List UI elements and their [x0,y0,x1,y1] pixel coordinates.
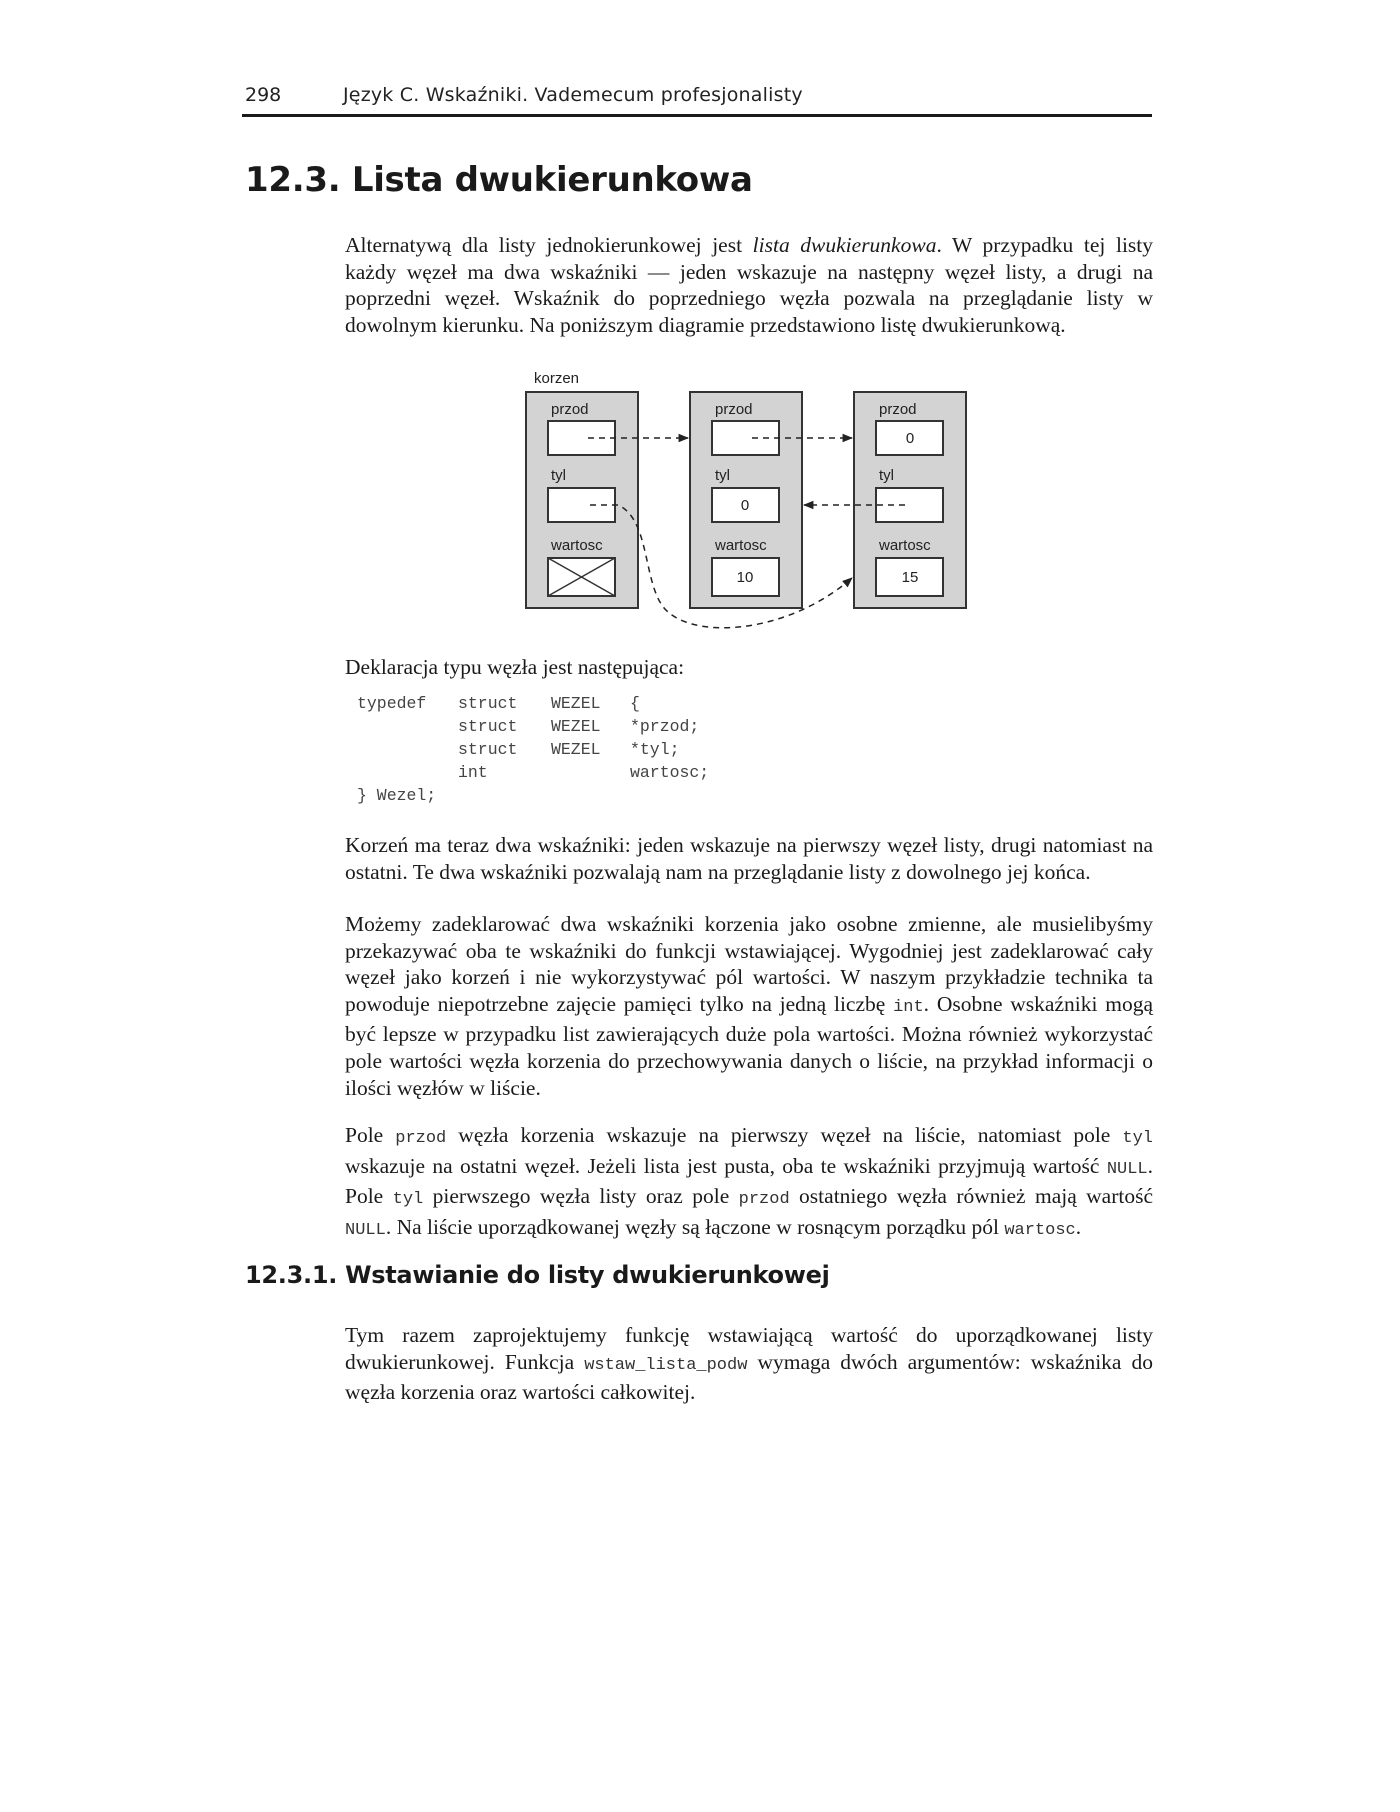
code-r2-c2: WEZEL [551,717,601,736]
paragraph-insert-function [345,1322,1153,1406]
para5-text-1: Tym razem zaprojektujemy funkcję wstawiającą wartość do uporządkowanej listy dwukierunkowej. Funkcja [345,1323,1153,1374]
node2-przod-label: przod [879,401,917,418]
book-title: Język C. Wskaźniki. Vademecum profesjonalisty [343,84,803,106]
list-node-15 [854,392,966,608]
paragraph-pointer-fields [345,1122,1153,1244]
paragraph-root-pointers: Korzeń ma teraz dwa wskaźniki: jeden wskazuje na pierwszy węzeł listy, drugi natomiast na ostatni. Te dwa wskaźniki pozwalają nam na przeglądanie listy z dowolnego jej końca. [345,833,1153,884]
node2-tyl-cell [876,488,943,522]
para5-text-2: wymaga dwóch argumentów: wskaźnika do węzła korzenia oraz wartości całkowitej. [345,1349,1153,1405]
para4-text-8: . [1075,1214,1082,1239]
para4-text-3: wskazuje na ostatni węzeł. Jeżeli lista jest pusta, oba te wskaźniki przyjmują wartość [345,1153,1107,1178]
doubly-linked-list-diagram [0,0,1400,660]
intro-text-1: Alternatywą dla listy jednokierunkowej jest [345,233,753,257]
para3-text-2: . Osobne wskaźniki mogą być lepsze w przypadku list zawierających duże pola wartości. Można również wykorzystać pole wartości węzła korzenia do przechowywania danych o liście, na przykład informacji o ilości węzłów w liście. [345,991,1153,1100]
code-block [357,694,777,814]
code-r4-c1: int [458,763,488,782]
root-label: korzen [534,370,580,387]
para4-text-4: . Pole [345,1153,1153,1209]
code-r1-c2: WEZEL [551,694,601,713]
code-closing: } Wezel; [357,786,437,805]
page-number: 298 [245,84,282,106]
list-node-10 [690,392,802,608]
para4-text-7: . Na liście uporządkowanej węzły są łączone w rosnącym porządku pól [385,1214,1005,1239]
code-r2-c1: struct [458,717,518,736]
para4-code-3: NULL [1106,1159,1148,1179]
code-r1-c3: { [630,694,640,713]
para4-text-2: węzła korzenia wskazuje na pierwszy węzeł na liście, natomiast pole [446,1123,1123,1147]
node1-tyl-label: tyl [715,467,730,484]
node1-wartosc-value: 10 [736,569,754,586]
node2-tyl-label: tyl [879,467,894,484]
root-wartosc-crossed-cell [548,558,615,596]
para4-code-1: przod [395,1129,447,1148]
declaration-intro: Deklaracja typu węzła jest następująca: [345,655,685,679]
intro-term: lista dwukierunkowa [752,233,937,257]
para3-text-1: Możemy zadeklarować dwa wskaźniki korzenia jako osobne zmienne, ale musielibyśmy przekazywać oba te wskaźniki do funkcji wstawiającej. Wygodniej jest zadeklarować cały węzeł jako korzeń i nie wykorzystywać pól wartości. W naszym przykładzie technika ta powoduje niepotrzebne zajęcie pamięci tylko na jedną liczbę [345,912,1153,1016]
para4-code-7: wartosc [1004,1220,1076,1240]
node2-przod-value: 0 [905,430,915,447]
code-r1-c1: struct [458,694,518,713]
code-r2-c3: *przod; [630,717,700,736]
subsection-title: 12.3.1. Wstawianie do listy dwukierunkowej [245,1261,830,1289]
para5-code-1: wstaw_lista_podw [584,1355,748,1375]
root-wartosc-label: wartosc [551,537,603,554]
code-r3-c2: WEZEL [551,740,601,759]
code-typedef: typedef [357,694,427,713]
para3-code-int: int [893,997,924,1017]
root-tyl-label: tyl [551,467,566,484]
para4-code-6: NULL [345,1220,386,1240]
node1-wartosc-label: wartosc [715,537,767,554]
paragraph-root-declaration [345,911,1153,1101]
code-r3-c1: struct [458,740,518,759]
node2-wartosc-label: wartosc [879,537,931,554]
para4-code-4: tyl [392,1190,424,1210]
code-r3-c3: *tyl; [630,740,680,759]
root-przod-label: przod [551,401,589,418]
para4-text-6: ostatniego węzła również mają wartość [789,1184,1154,1209]
para4-text-1: Pole [345,1123,396,1147]
root-node [526,392,638,608]
node1-tyl-value: 0 [740,497,750,514]
section-title: 12.3. Lista dwukierunkowa [245,160,753,200]
node1-przod-label: przod [715,401,753,418]
code-r4-c3: wartosc; [630,763,710,782]
node2-wartosc-value: 15 [901,569,919,586]
intro-text-2: . W przypadku tej listy każdy węzeł ma dwa wskaźniki — jeden wskazuje na następny węzeł listy, a drugi na poprzedni węzeł. Wskaźnik do poprzedniego węzła pozwala na przeglądanie listy w dowolnym kierunku. Na poniższym diagramie przedstawiono listę dwukierunkową. [345,233,1154,337]
para4-code-5: przod [738,1190,790,1210]
para4-code-2: tyl [1122,1129,1153,1148]
para4-text-5: pierwszego węzła listy oraz pole [423,1184,739,1209]
